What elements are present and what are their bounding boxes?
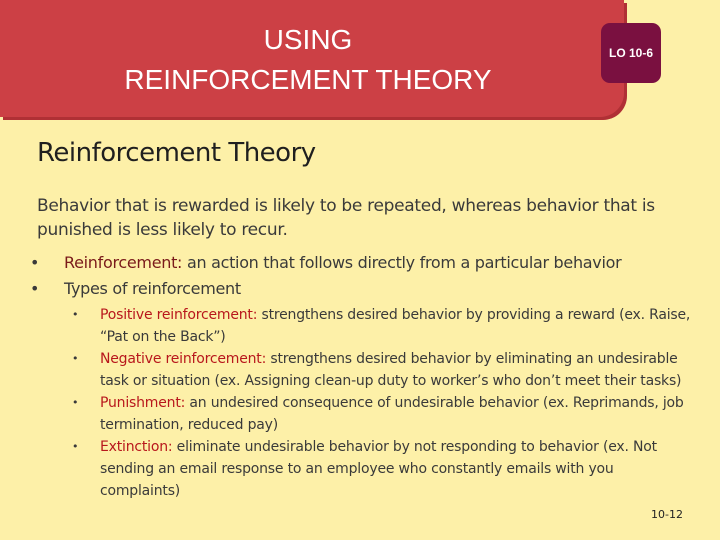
- main-bullet-list: [30, 250, 710, 302]
- sub-bullet-dot: •: [72, 352, 79, 365]
- sub-bullet-text: eliminate undesirable behavior by not responding to behavior (ex. Not sending an email response to an employee who constantly emails with you complaints): [100, 439, 657, 499]
- slide-title-line-1: USING: [263, 24, 353, 55]
- bullet-text: Types of reinforcement: [64, 279, 241, 298]
- sub-bullet-negative: [72, 348, 692, 392]
- sub-bullet-list: [72, 304, 692, 502]
- bullet-dot: •: [30, 279, 40, 298]
- sub-bullet-dot: •: [72, 308, 79, 321]
- sub-bullet-dot: •: [72, 396, 79, 409]
- bullet-text: an action that follows directly from a particular behavior: [182, 253, 622, 272]
- sub-bullet-text: strengthens desired behavior by providing a reward (ex. Raise, “Pat on the Back”): [100, 307, 691, 345]
- bullet-reinforcement: [30, 250, 710, 276]
- bullet-term: Reinforcement:: [64, 253, 183, 272]
- section-heading: Reinforcement Theory: [37, 138, 316, 168]
- sub-bullet-positive: [72, 304, 692, 348]
- slide-title-line-2: REINFORCEMENT THEORY: [124, 64, 492, 95]
- title-banner: [0, 0, 624, 117]
- bullet-dot: •: [30, 253, 40, 272]
- sub-bullet-term: Punishment:: [100, 395, 186, 411]
- learning-objective-badge: LO 10-6: [601, 23, 661, 83]
- bullet-types: [30, 276, 710, 302]
- page-number: 10-12: [651, 508, 683, 521]
- intro-paragraph: Behavior that is rewarded is likely to be repeated, whereas behavior that is punished is less likely to recur.: [37, 196, 655, 240]
- sub-bullet-dot: •: [72, 440, 79, 453]
- sub-bullet-term: Negative reinforcement:: [100, 351, 267, 367]
- sub-bullet-extinction: [72, 436, 692, 502]
- sub-bullet-term: Extinction:: [100, 439, 173, 455]
- sub-bullet-text: an undesired consequence of undesirable behavior (ex. Reprimands, job termination, reduced pay): [100, 395, 684, 433]
- sub-bullet-term: Positive reinforcement:: [100, 307, 258, 323]
- slide-title: [60, 20, 556, 100]
- sub-bullet-text: strengthens desired behavior by eliminating an undesirable task or situation (ex. Assigning clean-up duty to worker’s who don’t meet their tasks): [100, 351, 682, 389]
- sub-bullet-punishment: [72, 392, 692, 436]
